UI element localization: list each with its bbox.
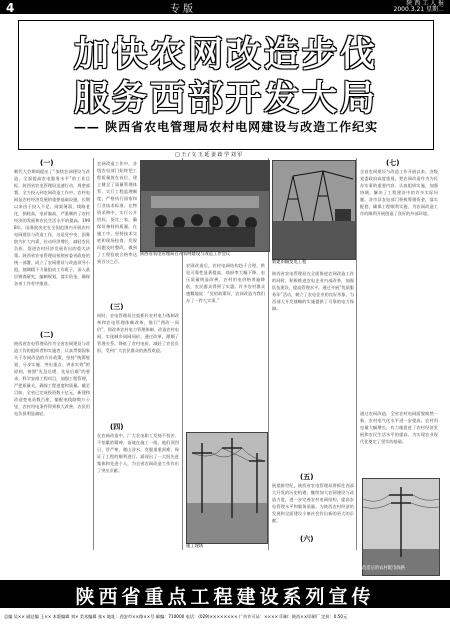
byline: □ 王 / 文 玉 延 姜 政 学 刘 军 bbox=[175, 152, 243, 158]
article-text-col5b: 通过农网改造，全省农村电网面貌焕然一新，农村电气化水平进一步提高，农村用电量大幅增长，有力地促进了农村经济发展和农民生活水平的提高，为实现农业现代化奠定了坚实的基础。 bbox=[360, 411, 438, 444]
section-heading-6: (六) bbox=[300, 535, 314, 543]
construction-photo-image bbox=[187, 433, 267, 543]
photo-substation bbox=[272, 160, 356, 260]
column-rule bbox=[93, 158, 94, 550]
column-rule bbox=[356, 158, 357, 550]
article-text-col1: 朝代大会期间提出了“加快农网建设与改造，全面提高农电服务水平”的工作目标，陕西省农电管理局迅速行动，周密部署，全力投入到农网改造工作中。农村电网是农村经济发展的重要基础设施，长期以来由于投入不足，网架薄弱，线路老化，损耗高，电价偏高，严重制约了农村经济的发展和农民生活水平的提高。1998年，国务院决定在全国范围内开展农村电网建设与改造工作，这是党中央、国务院为扩大内需、拉动经济增长、减轻农民负担、促进农村经济发展作出的重大决策。陕西省农电管理局按照省委省政府的统一部署，成立了农网建设与改造领导小组，抽调精干力量组成工作班子，深入基层调查研究，编制规划，落实资金，确保各项工作有序推进。 bbox=[14, 169, 90, 286]
hero-headline-box bbox=[18, 20, 434, 150]
section-heading-7: (七) bbox=[386, 159, 400, 167]
article-text-col3: 农网改造后，农村电网结构趋于合理，供电可靠性显著提高，线损率大幅下降，电压质量明显改善，农村用电价格普遍降低，农民群众得到了实惠。许多农村群众感慨地说：“党的政策好，农网改造为我们办了一件大实事。” bbox=[186, 263, 265, 303]
masthead-date: 2000.3.21 星期二 bbox=[393, 6, 444, 13]
imprint-line: 总编 吴×× 副总编 王×× 本版编辑 刘× 美术编辑 张× 地址：西安市××路××号 邮编：710000 电话：(029)×××××××× 广告许可证：×××× 印刷：陕西××印刷厂 定价：0.50元 bbox=[4, 614, 348, 619]
photo-construction bbox=[186, 432, 268, 544]
headline-line-2: 服务西部开发大局 bbox=[73, 78, 378, 119]
meeting-photo-image bbox=[141, 161, 269, 251]
article-text-col2: 农网改造工作中，各级农电部门始终把工程质量放在首位，建立健全了质量管理体系，实行工程监理制度，严格执行国家和行业技术标准。在物资采购中，实行公开招标，货比三家，确保设备材料质量。在施工中，坚持技术交底和现场检查，发现问题及时整改，做到了工程验收合格率达到百分之百。 bbox=[97, 161, 137, 264]
article-text-col4: 陕西省农电管理局在全面推进农网改造工作的同时，积极推进农电企业内部改革，加强队伍建设，提高管理水平。通过开展“优质服务年”活动，树立了农电企业的良好形象，为西部大开发战略的实施提供了可靠的电力保障。 bbox=[272, 271, 354, 311]
section-heading-2: (二) bbox=[40, 331, 54, 339]
masthead bbox=[394, 1, 444, 13]
headline-line-1: 加快农网改造步伐 bbox=[73, 34, 378, 75]
photo-power-lines bbox=[362, 478, 440, 576]
page-number: 4 bbox=[6, 1, 15, 15]
photo-caption-power-lines: 改造后的农村配电线路 bbox=[362, 566, 405, 571]
section-heading-4: (四) bbox=[110, 423, 124, 431]
article-text-col1b: 陕西省农电管理局作为全省农网建设与改造工作的组织者和实施者，认真贯彻国家关于农网改造的方针政策，坚持“统筹规划、分步实施、突出重点、讲求实效”的原则，按照“先急后缓、先易后难”的要求，科学安排工程项目，加强工程管理，严把质量关，确保工程进度和质量。截至目前，全省已完成投资数十亿元，新建和改造变电站数百座，输配电线路数万公里，农村用电条件得到极大改善，农民用电负担明显减轻。 bbox=[14, 341, 90, 416]
section-heading-3: (三) bbox=[110, 303, 124, 311]
photo-caption-construction: 施工现场 bbox=[186, 544, 204, 549]
power-lines-photo-image bbox=[363, 479, 439, 575]
photo-meeting bbox=[140, 160, 270, 252]
substation-photo-image bbox=[273, 161, 355, 259]
section-heading-5: (五) bbox=[300, 473, 314, 481]
photo-caption-substation: 新建的输变电工程 bbox=[272, 260, 307, 265]
footer-title: 陕西省重点工程建设系列宣传 bbox=[75, 586, 375, 608]
article-text-col5: 全省农网建设与改造工作开展以来，各级党委政府高度重视，把农网改造作为为民办实事的重要内容，认真组织实施，加强协调，解决了工程建设中的许多实际问题。各市县农电部门积极筹措资金，落实配套，确保工程顺利实施，为农网改造工作的顺利开展创造了良好的外部环境。 bbox=[360, 169, 438, 216]
subheadline: —— 陕西省农电管理局农村电网建设与改造工作纪实 bbox=[73, 120, 379, 134]
article-text-col4b: 展望新世纪，陕西省农电管理局将抓住西部大开发的历史机遇，继续加大农网建设与改造力度，进一步完善农村电网结构，提高农电管理水平和服务质量，为陕西农村经济的发展和全面建设小康社会作出新的更大的贡献。 bbox=[272, 483, 354, 523]
section-name: 专版 bbox=[170, 4, 196, 15]
section-heading-1: (一) bbox=[40, 159, 54, 167]
article-text-col2b: 同时，农电管理局注重抓好农村电力体制改革和农电管理体制改革，推行“两改一同价”，即改革农村电力管理体制，改造农村电网，实现城乡同网同价。通过改革，理顺了管理关系，降低了农村电价，减轻了农民负担，受到广大农民群众的热烈欢迎。 bbox=[97, 313, 179, 353]
photo-caption-meeting: 陕西省农电管理局召开农网建设与改造工作会议 bbox=[140, 252, 231, 257]
article-text-col2c: 在农网改造中，广大农电职工发扬不怕苦、不怕累的精神，奋战在施工一线，他们顶烈日、冒严寒，爬山涉水，克服重重困难，保证了工程的顺利进行。涌现出了一大批先进集体和先进个人，为全省农网改造工作作出了突出贡献。 bbox=[97, 433, 179, 473]
masthead-name: 陕 西 工 人 报 bbox=[406, 0, 444, 7]
header-banner bbox=[0, 0, 450, 14]
